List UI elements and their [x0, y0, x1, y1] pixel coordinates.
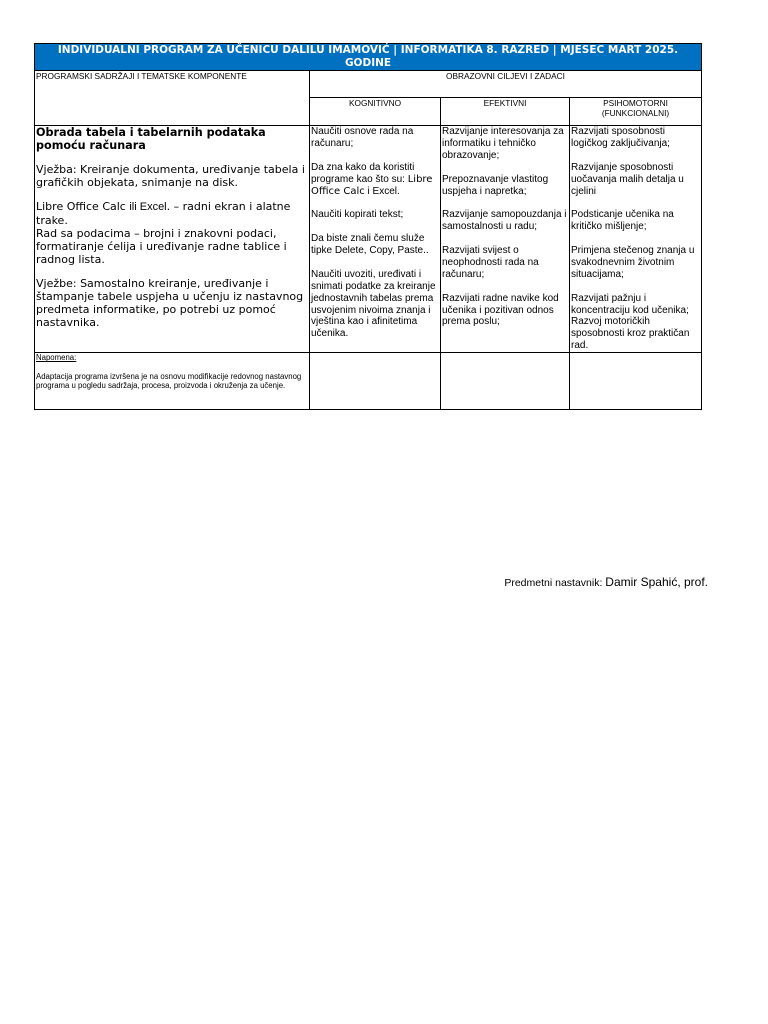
text-run: . – radni ekran i alatne trake.	[36, 200, 291, 227]
goal-item: Razvijati svijest o neophodnosti rada na računaru;	[442, 245, 539, 280]
goal-item: Razvijanje samopouzdanja i samostalnosti u radu;	[442, 209, 567, 233]
header-ciljevi: OBRAZOVNI CILJEVI I ZADACI	[310, 71, 702, 98]
goal-item: Razvijati sposobnosti logičkog zaključivanja;	[571, 126, 670, 149]
program-table	[34, 43, 702, 410]
program-title: INDIVIDUALNI PROGRAM ZA UČENICU DALILU IMAMOVIĆ | INFORMATIKA 8. RAZRED | MJESEC MART 2025. GODINE	[35, 44, 702, 71]
goal-item: Razvoj motoričkih sposobnosti kroz praktičan rad.	[571, 316, 690, 352]
text-run: Da zna kako da koristiti programe kao što su:	[311, 161, 415, 185]
teacher-label: Predmetni nastavnik:	[504, 577, 606, 589]
goal-item: Razvijati pažnju i koncentraciju kod učenika;	[571, 292, 689, 316]
goal-item: Primjena stečenog znanja u svakodnevnim životnim situacijama;	[571, 245, 695, 280]
topic-heading: Obrada tabela i tabelarnih podataka pomoću računara	[36, 126, 266, 152]
goal-item: Prepoznavanje vlastitog uspjeha i napretka;	[442, 173, 549, 197]
psihomotorni-cell	[570, 126, 702, 353]
napomena-text: Adaptacija programa izvršena je na osnovu modifikacije redovnog nastavnog programa u pogledu sadržaja, procesa, proizvoda i okruženja za učenje.	[36, 371, 302, 390]
header-kognitivno: KOGNITIVNO	[310, 98, 441, 126]
goal-item: Razvijanje interesovanja za informatiku i tehničko obrazovanje;	[442, 126, 564, 161]
efektivni-cell	[441, 126, 570, 353]
goal-item: Razvijanje sposobnosti uočavanja malih detalja u cjelini	[571, 161, 684, 197]
napomena-label: Napomena:	[36, 353, 77, 363]
kognitivno-cell	[310, 126, 441, 353]
header-psihomotorni: PSIHOMOTORNI (FUNKCIONALNI)	[570, 98, 702, 126]
header-efektivni: EFEKTIVNI	[441, 98, 570, 126]
text-run: Libre Office Calc	[36, 200, 130, 213]
empty-cell	[570, 353, 702, 410]
sadrzaji-paragraph: Vježbe: Samostalno kreiranje, uređivanje i štampanje tabele uspjeha u učenju iz nastavnog predmeta informatike, po potrebi uz pomoć nastavnika.	[36, 277, 304, 329]
sadrzaji-paragraph	[36, 200, 308, 227]
teacher-name: Damir Spahić, prof.	[605, 575, 708, 589]
header-sadrzaji: PROGRAMSKI SADRŽAJI I TEMATSKE KOMPONENTE	[35, 71, 310, 126]
goal-item: Podsticanje učenika na kritičko mišljenje;	[571, 209, 674, 233]
empty-cell	[441, 353, 570, 410]
goal-item: Naučiti osnove rada na računaru;	[311, 126, 414, 149]
sadrzaji-cell	[35, 126, 310, 353]
text-run: i Excel.	[364, 185, 400, 197]
goal-item	[311, 162, 439, 198]
text-run: Libre Office Calc	[311, 173, 433, 197]
goal-item: Naučiti kopirati tekst;	[311, 209, 404, 221]
goal-item: Da biste znali čemu služe tipke Delete, Copy, Paste..	[311, 233, 429, 257]
goal-item: Razvijati radne navike kod učenika i pozitivan odnos prema poslu;	[442, 292, 559, 328]
napomena-cell	[35, 353, 310, 410]
teacher-signature-line	[504, 575, 708, 589]
empty-cell	[310, 353, 441, 410]
sadrzaji-paragraph: Vježba: Kreiranje dokumenta, uređivanje tabela i grafičkih objekata, snimanje na disk.	[36, 163, 305, 189]
goal-item: Naučiti uvoziti, uređivati i snimati podatke za kreiranje jednostavnih tabelas prema usvojenim nivoima znanja i vještina kao i afinitetima učenika.	[311, 268, 436, 340]
text-run: ili Excel	[129, 201, 167, 213]
sadrzaji-paragraph: Rad sa podacima – brojni i znakovni podaci, formatiranje ćelija i uređivanje radne tablice i radnog lista.	[36, 227, 287, 266]
